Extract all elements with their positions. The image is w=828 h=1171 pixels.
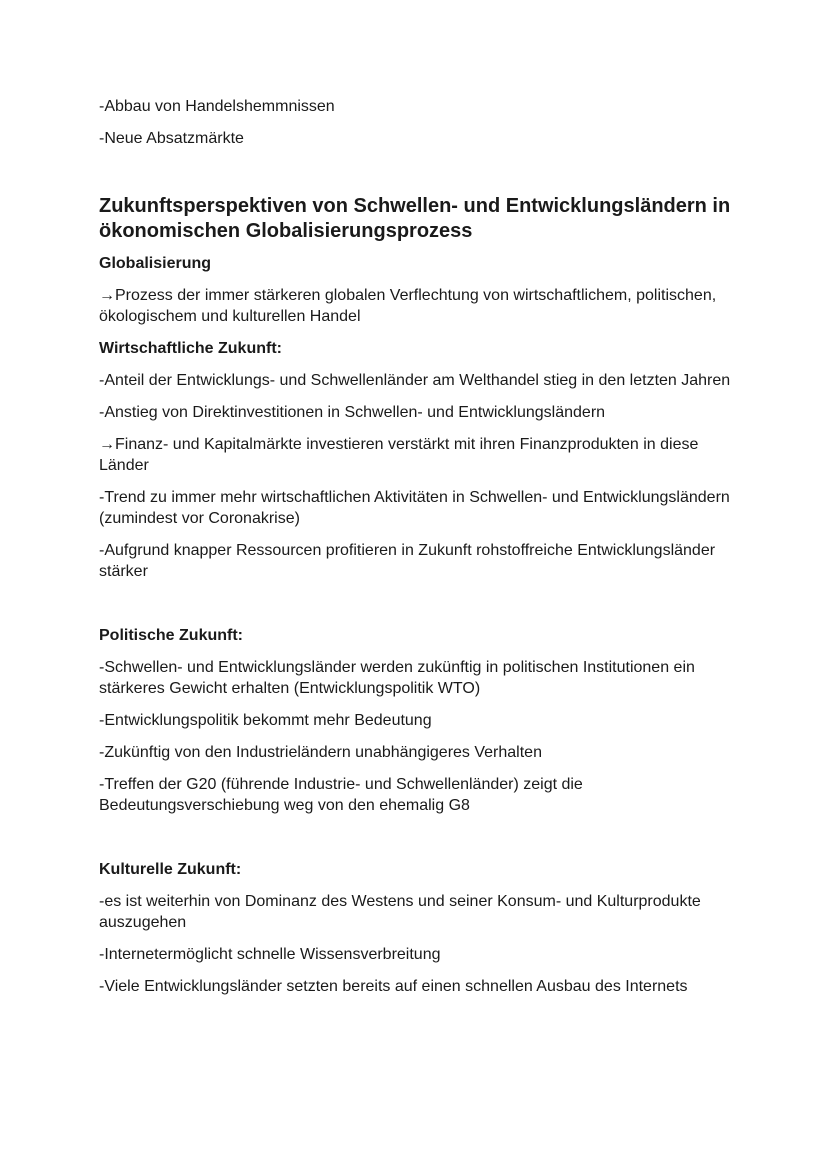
section-heading-kultur: Kulturelle Zukunft: [99, 861, 242, 878]
section-heading-globalisierung: Globalisierung [99, 255, 212, 272]
spacer [99, 827, 739, 859]
main-heading: Zukunftsperspektiven von Schwellen- und Entwicklungsländern in ökonomischen Globalisierungsprozess [99, 195, 731, 242]
politik-item: -Entwicklungspolitik bekommt mehr Bedeutung [99, 712, 432, 729]
globalisierung-definition: →Prozess der immer stärkeren globalen Verflechtung von wirtschaftlichem, politischen, ökologischem und kulturellen Handel [99, 287, 717, 325]
politik-item: -Schwellen- und Entwicklungsländer werden zukünftig in politischen Institutionen ein stärkeres Gewicht erhalten (Entwicklungspolitik WTO) [99, 659, 695, 697]
wirtschaft-item: -Anstieg von Direktinvestitionen in Schwellen- und Entwicklungsländern [99, 404, 606, 421]
wirtschaft-item: →Finanz- und Kapitalmärkte investieren verstärkt mit ihren Finanzprodukten in diese Länder [99, 436, 699, 474]
wirtschaft-item: -Anteil der Entwicklungs- und Schwellenländer am Welthandel stieg in den letzten Jahren [99, 372, 731, 389]
wirtschaft-item: -Aufgrund knapper Ressourcen profitieren in Zukunft rohstoffreiche Entwicklungsländer stärker [99, 542, 716, 580]
politik-item: -Zukünftig von den Industrieländern unabhängigeres Verhalten [99, 744, 542, 761]
spacer [99, 593, 739, 625]
section-heading-wirtschaft: Wirtschaftliche Zukunft: [99, 340, 282, 357]
spacer [99, 160, 739, 194]
kultur-item: -Internetermöglicht schnelle Wissensverbreitung [99, 946, 441, 963]
document-page [99, 96, 739, 1008]
intro-item: -Neue Absatzmärkte [99, 130, 244, 147]
kultur-item: -Viele Entwicklungsländer setzten bereits auf einen schnellen Ausbau des Internets [99, 978, 688, 995]
section-heading-politik: Politische Zukunft: [99, 627, 243, 644]
wirtschaft-item: -Trend zu immer mehr wirtschaftlichen Aktivitäten in Schwellen- und Entwicklungsländern (zumindest vor Coronakrise) [99, 489, 730, 527]
politik-item: -Treffen der G20 (führende Industrie- und Schwellenländer) zeigt die Bedeutungsverschiebung weg von den ehemalig G8 [99, 776, 583, 814]
intro-item: -Abbau von Handelshemmnissen [99, 98, 335, 115]
kultur-item: -es ist weiterhin von Dominanz des Westens und seiner Konsum- und Kulturprodukte auszugehen [99, 893, 701, 931]
